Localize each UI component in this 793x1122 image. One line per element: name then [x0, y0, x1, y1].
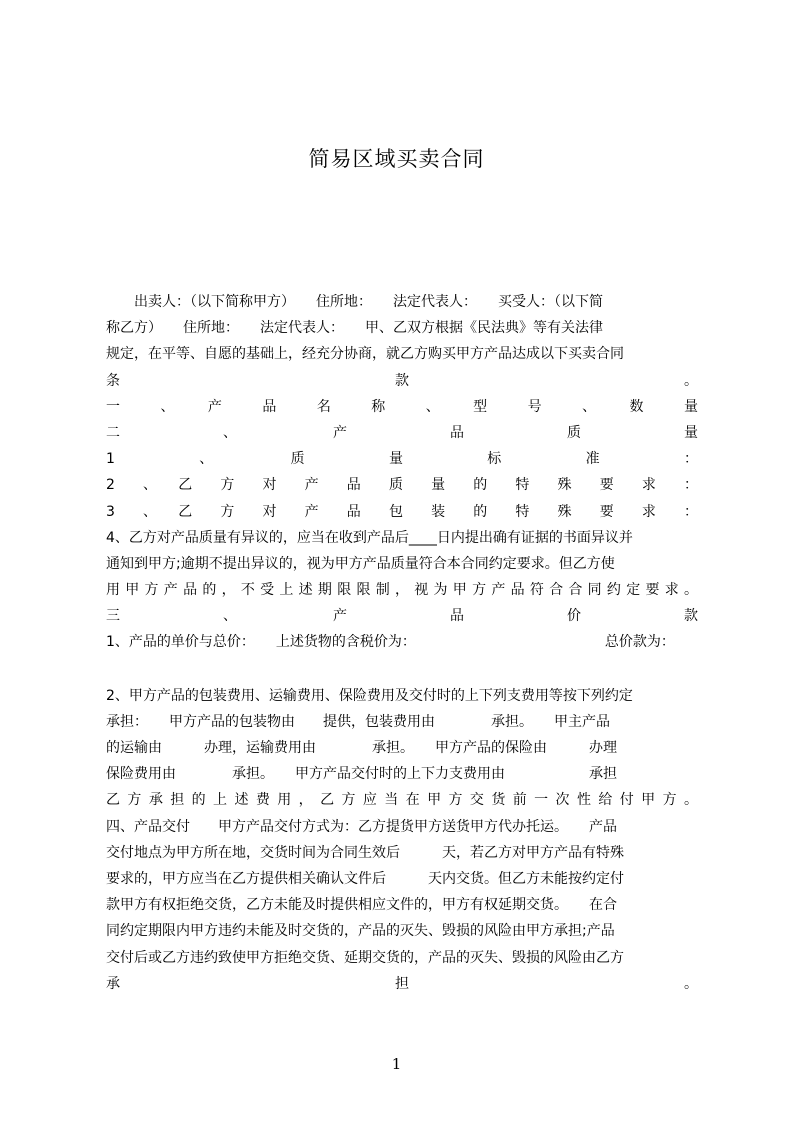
text-line: 用甲方产品的，不受上述期限限制，视为甲方产品符合合同约定要求。 — [106, 582, 698, 599]
page-title: 简易区域买卖合同 — [308, 147, 485, 171]
blank-line — [106, 656, 698, 683]
text-line: 2 、 乙 方 对 产 品 质 量 的 特 殊 要 求 ： — [106, 477, 698, 494]
text-line: 通知到甲方;逾期不提出异议的，视为甲方产品质量符合本合同约定要求。但乙方使 — [106, 555, 615, 572]
page-number: 1 — [391, 1055, 402, 1073]
text-line: 称乙方） 住所地： 法定代表人： 甲、乙双方根据《民法典》等有关法律 — [106, 320, 603, 337]
text-line: 1、产品的单价与总价： 上述货物的含税价为： 总价款为： — [106, 634, 675, 651]
contract-body — [106, 289, 698, 997]
text-line: 出卖人：（以下简称甲方） 住所地： 法定代表人： 买受人：（以下简 — [106, 294, 603, 310]
text-line: 的运输由 办理，运输费用由 承担。 甲方产品的保险由 办理 — [106, 740, 617, 756]
text-line: 4、乙方对产品质量有异议的，应当在收到产品后____日内提出确有证据的书面异议并 — [106, 529, 633, 546]
text-line: 交付后或乙方违约致使甲方拒绝交货、延期交货的，产品的灭失、毁损的风险由乙方 — [106, 949, 624, 966]
text-line: 3 、 乙 方 对 产 品 包 装 的 特 殊 要 求 ： — [106, 503, 698, 520]
section-heading: 三 、 产 品 价 款 — [106, 608, 698, 625]
text-line: 承 担 。 — [106, 975, 698, 992]
text-line: 规定，在平等、自愿的基础上，经充分协商，就乙方购买甲方产品达成以下买卖合同 — [106, 346, 624, 363]
section-heading: 二 、 产 品 质 量 — [106, 424, 698, 441]
section-heading: 一 、 产 品 名 称 、 型 号 、 数 量 — [106, 398, 698, 415]
text-line: 要求的，甲方应当在乙方提供相关确认文件后 天内交货。但乙方未能按约定付 — [106, 870, 624, 887]
text-line: 保险费用由 承担。 甲方产品交付时的上下力支费用由 承担 — [106, 766, 617, 783]
text-line: 承担： 甲方产品的包装物由 提供，包装费用由 承担。 甲主产品 — [106, 713, 610, 730]
text-line: 交付地点为甲方所在地，交货时间为合同生效后 天，若乙方对甲方产品有特殊 — [106, 844, 624, 861]
text-line: 1 、 质 量 标 准 ： — [106, 451, 698, 468]
text-line: 条 款 。 — [106, 372, 698, 389]
text-line: 同约定期限内甲方违约未能及时交货的，产品的灭失、毁损的风险由甲方承担;产品 — [106, 923, 615, 940]
text-line: 2、甲方产品的包装费用、运输费用、保险费用及交付时的上下列支费用等按下列约定 — [106, 687, 633, 704]
text-line: 乙方承担的上述费用，乙方应当在甲方交货前一次性给付甲方。 — [106, 792, 698, 809]
section-heading: 四、产品交付 甲方产品交付方式为：乙方提货甲方送货甲方代办托运。 产品 — [106, 818, 617, 835]
text-line: 款甲方有权拒绝交货，乙方未能及时提供相应文件的，甲方有权延期交货。 在合 — [106, 897, 617, 914]
